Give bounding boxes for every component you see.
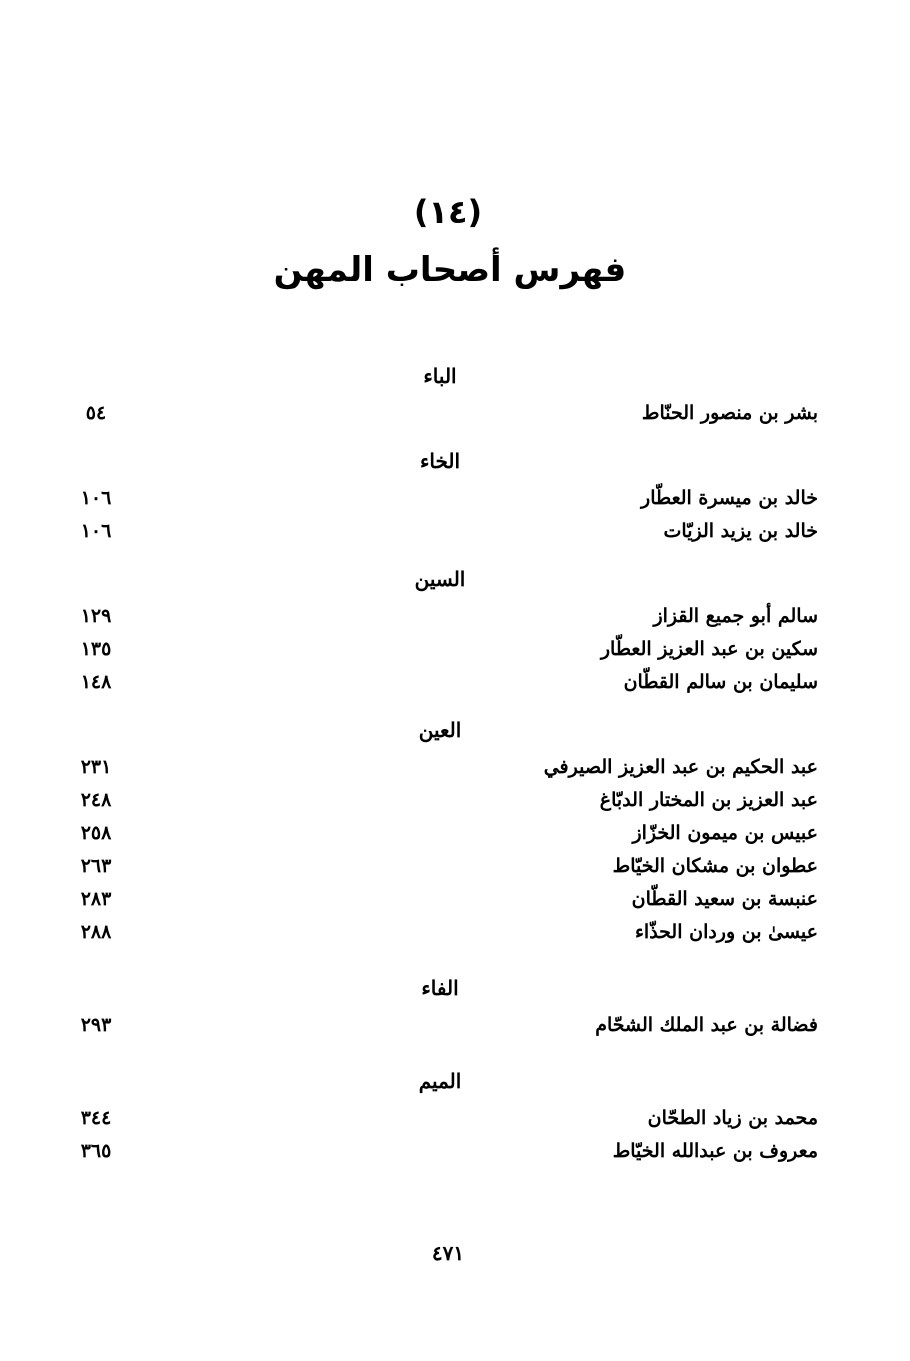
entry-name: عيسىٰ بن وردان الحذّاء xyxy=(634,921,818,943)
page-title: فهرس أصحاب المهن xyxy=(273,250,627,290)
entry-page-number: ٢٦٣ xyxy=(80,855,112,877)
entry-page-number: ١٠٦ xyxy=(80,487,112,509)
chapter-number: (١٤) xyxy=(413,193,483,231)
entry-name: عبيس بن ميمون الخزّاز xyxy=(632,822,818,844)
index-entry xyxy=(0,883,910,916)
entry-name: معروف بن عبدالله الخيّاط xyxy=(612,1140,818,1162)
index-entry xyxy=(0,515,910,548)
entry-name: بشر بن منصور الحنّاط xyxy=(641,402,818,424)
entry-name: محمد بن زياد الطحّان xyxy=(647,1107,818,1129)
index-entry xyxy=(0,1009,910,1042)
index-entry xyxy=(0,666,910,699)
index-entry xyxy=(0,1102,910,1135)
entry-page-number: ٢٥٨ xyxy=(80,822,112,844)
entry-page-number: ٢٤٨ xyxy=(80,789,112,811)
section-header: الفاء xyxy=(421,976,459,1000)
entry-name: سالم أبو جميع القزاز xyxy=(653,605,818,627)
entry-name: خالد بن يزيد الزيّات xyxy=(663,520,818,542)
index-entry xyxy=(0,600,910,633)
index-entry xyxy=(0,784,910,817)
entry-name: عنبسة بن سعيد القطّان xyxy=(631,888,818,910)
section-header: الباء xyxy=(423,364,457,388)
index-section xyxy=(0,558,910,699)
entry-page-number: ١٤٨ xyxy=(80,671,112,693)
section-header: الخاء xyxy=(419,449,461,473)
entry-page-number: ٢٨٣ xyxy=(80,888,112,910)
entry-page-number: ١٣٥ xyxy=(80,638,112,660)
entry-page-number: ٣٦٥ xyxy=(80,1140,112,1162)
index-section xyxy=(0,355,910,430)
section-header: السين xyxy=(414,567,466,591)
entry-page-number: ١٠٦ xyxy=(80,520,112,542)
index-section xyxy=(0,1060,910,1168)
entry-name: سكين بن عبد العزيز العطّار xyxy=(600,638,818,660)
index-entry xyxy=(0,482,910,515)
entry-page-number: ٢٣١ xyxy=(80,756,112,778)
index-section xyxy=(0,967,910,1042)
index-entry xyxy=(0,751,910,784)
entry-name: فضالة بن عبد الملك الشحّام xyxy=(595,1014,818,1036)
section-header: الميم xyxy=(418,1069,462,1093)
index-entry xyxy=(0,397,910,430)
index-entry xyxy=(0,850,910,883)
index-section xyxy=(0,709,910,949)
entry-name: خالد بن ميسرة العطّار xyxy=(641,487,818,509)
index-entry xyxy=(0,817,910,850)
entry-name: عبد العزيز بن المختار الدبّاغ xyxy=(599,789,818,811)
index-entry xyxy=(0,916,910,949)
index-section xyxy=(0,440,910,548)
entry-page-number: ١٢٩ xyxy=(80,605,112,627)
entry-page-number: ٥٤ xyxy=(85,402,107,424)
page-number: ٤٧١ xyxy=(431,1241,465,1265)
entry-page-number: ٢٩٣ xyxy=(80,1014,112,1036)
entry-name: عبد الحكيم بن عبد العزيز الصيرفي xyxy=(543,756,818,778)
entry-name: عطوان بن مشكان الخيّاط xyxy=(612,855,818,877)
index-entry xyxy=(0,1135,910,1168)
index-entry xyxy=(0,633,910,666)
entry-name: سليمان بن سالم القطّان xyxy=(623,671,818,693)
section-header: العين xyxy=(418,718,462,742)
entry-page-number: ٣٤٤ xyxy=(80,1107,112,1129)
index-body xyxy=(0,355,910,1168)
entry-page-number: ٢٨٨ xyxy=(80,921,112,943)
